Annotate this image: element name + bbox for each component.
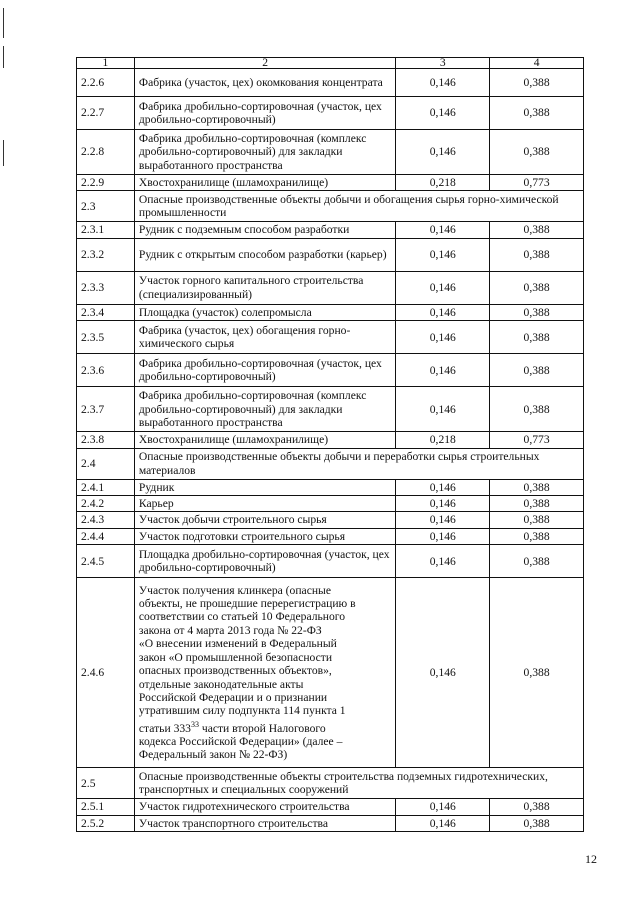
row-value-col3: 0,146 — [396, 578, 490, 768]
section-row — [77, 448, 584, 479]
row-code: 2.4.4 — [77, 528, 135, 544]
table-row — [77, 528, 584, 544]
row-name: Участок подготовки строительного сырья — [134, 528, 396, 544]
table-row — [77, 512, 584, 528]
row-name-line: закон «О промышленной безопасности — [138, 650, 333, 664]
row-name-line: Участок получения клинкера (опасные — [138, 583, 331, 597]
row-code: 2.4.2 — [77, 496, 135, 512]
row-name: Фабрика (участок, цех) обогащения горно-химического сырья — [134, 321, 396, 354]
row-value-col3: 0,146 — [396, 238, 490, 271]
row-value-col4: 0,388 — [490, 130, 584, 175]
row-name-line: объекты, не прошедшие перерегистрацию в — [138, 597, 356, 611]
row-value-col3: 0,146 — [396, 479, 490, 495]
row-value-col3: 0,218 — [396, 175, 490, 191]
row-code: 2.4.5 — [77, 545, 135, 578]
column-header: 4 — [490, 58, 584, 69]
row-code: 2.4.3 — [77, 512, 135, 528]
table-row — [77, 321, 584, 354]
row-name: Площадка (участок) солепромысла — [134, 304, 396, 320]
row-value-col3: 0,146 — [396, 271, 490, 304]
row-name-line: соответствии со статьей 10 Федерального — [138, 610, 346, 624]
row-name-line: утратившим силу подпункта 114 пункта 1 — [138, 704, 346, 718]
row-name: Рудник с подземным способом разработки — [134, 222, 396, 238]
row-value-col3: 0,146 — [396, 815, 490, 831]
row-value-col3: 0,146 — [396, 321, 490, 354]
row-value-col4: 0,388 — [490, 97, 584, 130]
row-name-line: отдельные законодательные акты — [138, 677, 304, 691]
row-value-col4: 0,388 — [490, 578, 584, 768]
row-name: Участок добычи строительного сырья — [134, 512, 396, 528]
row-name: Участок горного капитального строительства (специализированный) — [134, 271, 396, 304]
table-row — [77, 799, 584, 815]
row-name: Площадка дробильно-сортировочная (участок, цех дробильно-сортировочный) — [134, 545, 396, 578]
row-name — [134, 578, 396, 768]
row-value-col3: 0,146 — [396, 354, 490, 387]
row-value-col3: 0,146 — [396, 545, 490, 578]
row-value-col3: 0,146 — [396, 69, 490, 97]
row-name: Фабрика дробильно-сортировочная (комплекс дробильно-сортировочный) для закладки выработанного пространства — [134, 130, 396, 175]
row-value-col4: 0,388 — [490, 496, 584, 512]
section-title: Опасные производственные объекты добычи и переработки сырья строительных материалов — [134, 448, 583, 479]
row-value-col3: 0,146 — [396, 222, 490, 238]
row-value-col4: 0,388 — [490, 238, 584, 271]
scan-edge-mark-top — [3, 8, 4, 38]
row-code: 2.2.6 — [77, 69, 135, 97]
row-name: Фабрика дробильно-сортировочная (участок, цех дробильно-сортировочный) — [134, 354, 396, 387]
row-value-col4: 0,388 — [490, 69, 584, 97]
table-row — [77, 432, 584, 448]
table-header-row — [77, 58, 584, 69]
row-value-col3: 0,146 — [396, 528, 490, 544]
row-code: 2.3.1 — [77, 222, 135, 238]
row-name-line: опасных производственных объектов», — [138, 664, 332, 678]
row-value-col4: 0,388 — [490, 271, 584, 304]
table-row — [77, 479, 584, 495]
row-code: 2.3.2 — [77, 238, 135, 271]
table-row — [77, 496, 584, 512]
row-name: Хвостохранилище (шламохранилище) — [134, 432, 396, 448]
column-header: 2 — [134, 58, 396, 69]
table-row — [77, 238, 584, 271]
row-value-col4: 0,388 — [490, 528, 584, 544]
row-code: 2.3.7 — [77, 387, 135, 432]
column-header: 3 — [396, 58, 490, 69]
row-code: 2.5.1 — [77, 799, 135, 815]
row-value-col4: 0,388 — [490, 304, 584, 320]
row-code: 2.4.1 — [77, 479, 135, 495]
row-value-col4: 0,388 — [490, 222, 584, 238]
article-superscript: 33 — [190, 719, 199, 729]
row-value-col3: 0,146 — [396, 387, 490, 432]
table-row — [77, 387, 584, 432]
table-row — [77, 97, 584, 130]
scan-edge-mark-middle — [3, 46, 4, 68]
column-header: 1 — [77, 58, 135, 69]
row-code: 2.2.8 — [77, 130, 135, 175]
table-row — [77, 175, 584, 191]
row-name: Фабрика (участок, цех) окомкования концентрата — [134, 69, 396, 97]
row-value-col4: 0,773 — [490, 175, 584, 191]
row-name: Карьер — [134, 496, 396, 512]
page-number: 12 — [585, 852, 597, 866]
table-row — [77, 545, 584, 578]
section-title: Опасные производственные объекты строительства подземных гидротехнических, транспортных и специальных сооружений — [134, 768, 583, 799]
table-row — [77, 271, 584, 304]
row-value-col3: 0,146 — [396, 496, 490, 512]
row-code: 2.4.6 — [77, 578, 135, 768]
row-value-col3: 0,146 — [396, 799, 490, 815]
row-code: 2.3.6 — [77, 354, 135, 387]
scan-edge-mark-lower — [3, 140, 4, 166]
section-code: 2.4 — [77, 448, 135, 479]
table-row — [77, 69, 584, 97]
row-code: 2.2.9 — [77, 175, 135, 191]
row-value-col3: 0,218 — [396, 432, 490, 448]
row-name-line: Российской Федерации и о признании — [138, 690, 328, 704]
table-row — [77, 130, 584, 175]
row-value-col4: 0,388 — [490, 545, 584, 578]
row-name-line: «О внесении изменений в Федеральный — [138, 637, 337, 651]
section-row — [77, 191, 584, 222]
row-name-line: Федеральный закон № 22-ФЗ) — [138, 748, 288, 762]
section-code: 2.3 — [77, 191, 135, 222]
row-name: Фабрика дробильно-сортировочная (комплекс дробильно-сортировочный) для закладки выработанного пространства — [134, 387, 396, 432]
row-name: Хвостохранилище (шламохранилище) — [134, 175, 396, 191]
row-name-line: кодекса Российской Федерации» (далее – — [138, 735, 343, 748]
table-row — [77, 354, 584, 387]
article-reference: статьи 333 — [138, 721, 191, 735]
row-name: Участок гидротехнического строительства — [134, 799, 396, 815]
row-value-col3: 0,146 — [396, 304, 490, 320]
row-value-col4: 0,388 — [490, 387, 584, 432]
row-value-col4: 0,388 — [490, 799, 584, 815]
row-name-line — [139, 718, 392, 735]
row-code: 2.2.7 — [77, 97, 135, 130]
article-continuation: части второй Налогового — [198, 721, 326, 735]
row-code: 2.3.5 — [77, 321, 135, 354]
row-name: Участок транспортного строительства — [134, 815, 396, 831]
row-code: 2.3.3 — [77, 271, 135, 304]
row-value-col3: 0,146 — [396, 512, 490, 528]
table-row — [77, 578, 584, 768]
row-value-col4: 0,388 — [490, 512, 584, 528]
row-code: 2.3.8 — [77, 432, 135, 448]
row-value-col4: 0,388 — [490, 321, 584, 354]
table-row — [77, 304, 584, 320]
row-name: Рудник с открытым способом разработки (карьер) — [134, 238, 396, 271]
section-code: 2.5 — [77, 768, 135, 799]
row-code: 2.5.2 — [77, 815, 135, 831]
section-title: Опасные производственные объекты добычи и обогащения сырья горно-химической промышленности — [134, 191, 583, 222]
row-value-col4: 0,388 — [490, 479, 584, 495]
document-table — [76, 57, 584, 832]
row-value-col4: 0,773 — [490, 432, 584, 448]
table-row — [77, 815, 584, 831]
row-name: Рудник — [134, 479, 396, 495]
section-row — [77, 768, 584, 799]
row-code: 2.3.4 — [77, 304, 135, 320]
row-name-line: закона от 4 марта 2013 года № 22-ФЗ — [138, 623, 322, 637]
row-name: Фабрика дробильно-сортировочная (участок, цех дробильно-сортировочный) — [134, 97, 396, 130]
row-value-col4: 0,388 — [490, 815, 584, 831]
table-row — [77, 222, 584, 238]
row-value-col4: 0,388 — [490, 354, 584, 387]
row-value-col3: 0,146 — [396, 97, 490, 130]
row-value-col3: 0,146 — [396, 130, 490, 175]
